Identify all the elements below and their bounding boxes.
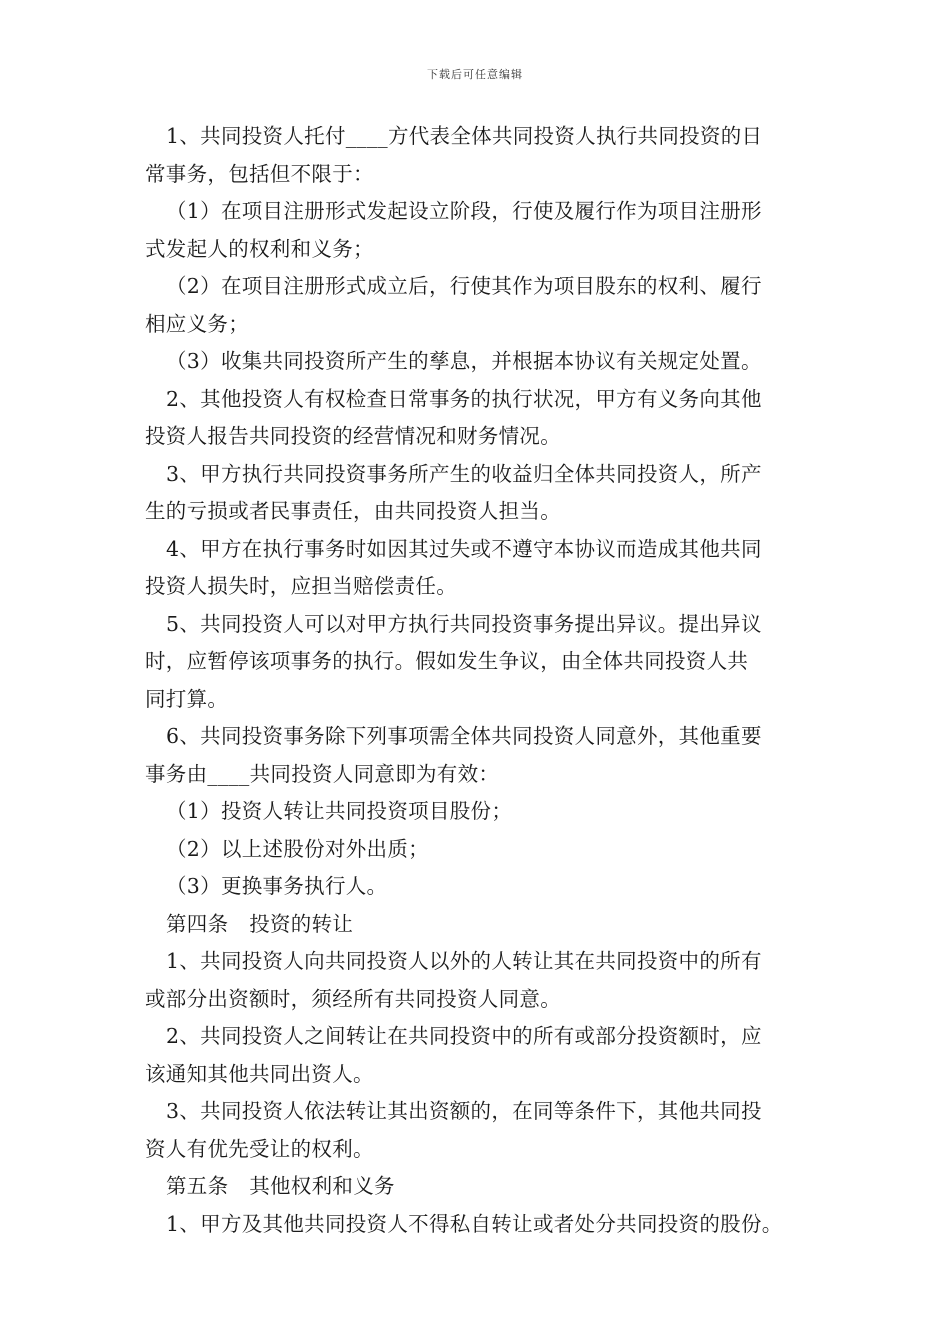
text-line: 或部分出资额时，须经所有共同投资人同意。 [145,986,561,1011]
text-line: 3、甲方执行共同投资事务所产生的收益归全体共同投资人，所产 [166,461,762,486]
text-line: 常事务，包括但不限于： [145,161,374,186]
text-line: 3、共同投资人依法转让其出资额的，在同等条件下，其他共同投 [166,1099,762,1123]
text-line: 1、共同投资人向共同投资人以外的人转让其在共同投资中的所有 [166,949,762,973]
text-line: 式发起人的权利和义务； [145,236,374,261]
text-line: 4、甲方在执行事务时如因其过失或不遵守本协议而造成其他共同 [166,536,762,561]
text-line: 5、共同投资人可以对甲方执行共同投资事务提出异议。提出异议 [166,611,762,636]
text-line: （3）收集共同投资所产生的孳息，并根据本协议有关规定处置。 [166,349,762,373]
text-line: （1）在项目注册形式发起设立阶段，行使及履行作为项目注册形 [166,199,762,223]
text-line: 同打算。 [145,686,229,711]
body-text [145,118,813,1243]
text-line: 6、共同投资事务除下列事项需全体共同投资人同意外，其他重要 [166,724,762,748]
text-line: （2）在项目注册形式成立后，行使其作为项目股东的权利、履行 [166,274,762,298]
text-line: 相应义务； [145,311,249,336]
text-line: 事务由____共同投资人同意即为有效： [145,761,500,786]
text-line: 1、甲方及其他共同投资人不得私自转让或者处分共同投资的股份。 [166,1211,783,1236]
text-line: （1）投资人转让共同投资项目股份； [166,799,513,823]
text-line: 第四条 投资的转让 [166,911,354,936]
text-line: （3）更换事务执行人。 [166,874,388,898]
text-line: 投资人损失时，应担当赔偿责任。 [145,574,457,598]
text-line: 2、其他投资人有权检查日常事务的执行状况，甲方有义务向其他 [166,386,762,411]
text-line: 资人有优先受让的权利。 [145,1136,374,1161]
text-line: 该通知其他共同出资人。 [145,1061,374,1086]
text-line: （2）以上述股份对外出质； [166,836,429,861]
text-line: 2、共同投资人之间转让在共同投资中的所有或部分投资额时，应 [166,1024,762,1048]
document-body [145,118,813,1243]
text-line: 1、共同投资人托付____方代表全体共同投资人执行共同投资的日 [166,124,763,148]
page-header: 下载后可任意编辑 [427,68,523,81]
text-line: 第五条 其他权利和义务 [166,1174,395,1198]
text-line: 生的亏损或者民事责任，由共同投资人担当。 [145,499,561,523]
text-line: 投资人报告共同投资的经营情况和财务情况。 [145,424,561,448]
text-line: 时，应暂停该项事务的执行。假如发生争议，由全体共同投资人共 [145,649,749,673]
